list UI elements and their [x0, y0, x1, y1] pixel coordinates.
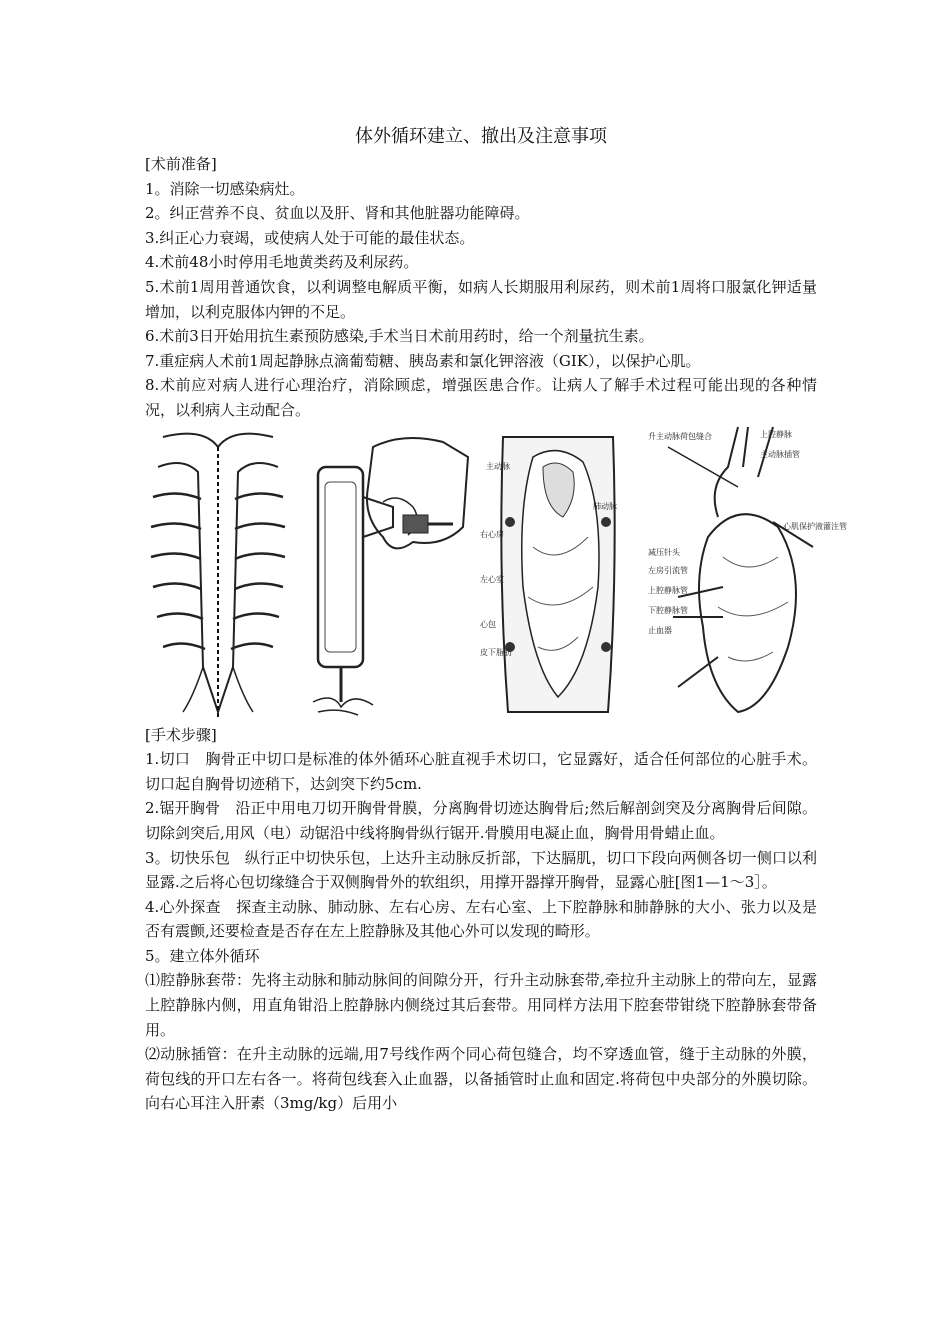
- preop-item: 2。纠正营养不良、贫血以及肝、肾和其他脏器功能障碍。: [145, 204, 530, 223]
- fig3-label: 主动脉: [486, 461, 510, 471]
- step-item: 2.锯开胸骨 沿正中用电刀切开胸骨骨膜，分离胸骨切迹达胸骨后;然后解剖剑突及分离胸骨后间隙。切除剑突后,用风（电）动锯沿中线将胸骨纵行锯开.骨膜用电凝止血，胸骨用骨蜡止血。: [145, 799, 817, 842]
- fig4-label: 主动脉插管: [760, 449, 800, 459]
- illustration-strip: [143, 427, 847, 719]
- fig3-label: 心包: [480, 619, 496, 629]
- steps-section: [145, 723, 817, 1117]
- step-item: ⑴腔静脉套带：先将主动脉和肺动脉间的间隙分开，行升主动脉套带,牵拉升主动脉上的带向左，显露上腔静脉内侧，用直角钳沿上腔静脉内侧绕过其后套带。用同样方法用下腔套带钳绕下腔静脉套带备用。: [145, 971, 817, 1039]
- fig4-label: 上腔静脉: [760, 429, 792, 439]
- fig4-label: 左房引流管: [648, 565, 688, 575]
- fig3-label: 右心房: [480, 529, 504, 539]
- preop-section: [145, 152, 817, 423]
- exposed-heart-illustration: [478, 427, 638, 719]
- sternal-saw-illustration: [313, 427, 473, 719]
- page-title: 体外循环建立、撤出及注意事项: [355, 126, 607, 147]
- section-heading-preop: [术前准备]: [145, 155, 217, 173]
- fig4-label: 减压针头: [648, 547, 680, 557]
- step-item: 5。建立体外循环: [145, 946, 260, 965]
- preop-item: 1。消除一切感染病灶。: [145, 179, 305, 198]
- fig4-label: 升主动脉荷包缝合: [648, 431, 712, 441]
- step-item: 3。切快乐包 纵行正中切快乐包，上达升主动脉反折部，下达膈肌，切口下段向两侧各切一侧口以利显露.之后将心包切缘缝合于双侧胸骨外的软组织，用撑开器撑开胸骨，显露心脏[图1—1～3］。: [145, 848, 817, 892]
- preop-item: 7.重症病人术前1周起静脉点滴葡萄糖、胰岛素和氯化钾溶液（GIK），以保护心肌。: [145, 351, 701, 370]
- step-item: ⑵动脉插管：在升主动脉的远端,用7号线作两个同心荷包缝合，均不穿透血管，缝于主动脉的外膜，荷包线的开口左右各一。将荷包线套入止血器，以备插管时止血和固定.将荷包中央部分的外膜切除。向右心耳注入肝素（3mg/kg）后用小: [145, 1045, 817, 1113]
- step-item: 1.切口 胸骨正中切口是标准的体外循环心脏直视手术切口，它显露好，适合任何部位的心脏手术。切口起自胸骨切迹稍下，达剑突下约5cm.: [145, 750, 817, 793]
- preop-item: 4.术前48小时停用毛地黄类药及利尿药。: [145, 253, 419, 272]
- fig4-label: 心肌保护液灌注管: [783, 521, 847, 531]
- preop-item: 5.术前1周用普通饮食，以利调整电解质平衡，如病人长期服用利尿药，则术前1周将口服氯化钾适量增加，以利克服体内钾的不足。: [145, 277, 817, 321]
- section-heading-steps: [手术步骤]: [145, 725, 217, 744]
- preop-item: 6.术前3日开始用抗生素预防感染,手术当日术前用药时，给一个剂量抗生素。: [145, 327, 654, 346]
- preop-item: 3.纠正心力衰竭，或使病人处于可能的最佳状态。: [145, 228, 475, 247]
- fig3-label: 皮下脂肪: [480, 647, 512, 657]
- fig4-label: 上腔静脉管: [648, 585, 688, 595]
- document-body: [145, 122, 847, 1116]
- step-item: 4.心外探查 探查主动脉、肺动脉、左右心房、左右心室、上下腔静脉和肺静脉的大小、张力以及是否有震颤,还要检查是否存在左上腔静脉及其他心外可以发现的畸形。: [145, 897, 817, 941]
- fig3-label: 肺动脉: [593, 501, 617, 511]
- sternum-incision-illustration: [143, 427, 293, 719]
- fig3-label: 左心室: [480, 574, 504, 584]
- preop-item: 8.术前应对病人进行心理治疗，消除顾虑，增强医患合作。让病人了解手术过程可能出现的各种情况，以利病人主动配合。: [145, 376, 817, 419]
- fig4-label: 止血器: [648, 625, 672, 635]
- fig4-label: 下腔静脉管: [648, 605, 688, 615]
- cannulated-heart-illustration: [648, 427, 847, 719]
